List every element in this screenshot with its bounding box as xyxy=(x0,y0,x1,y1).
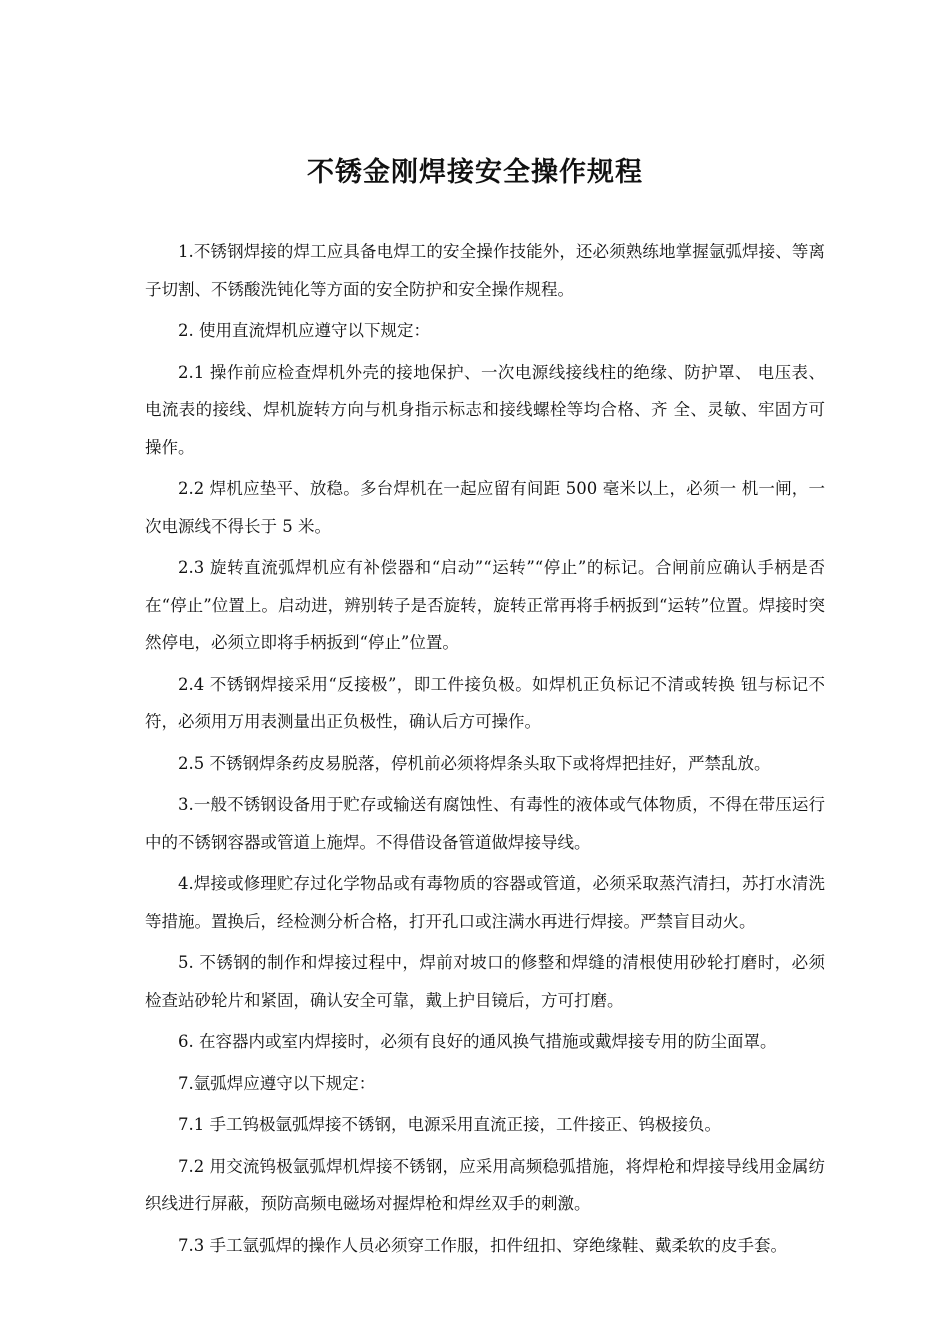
paragraph-2-4: 2.4 不锈钢焊接采用“反接极”，即工件接负极。如焊机正负标记不清或转换 钮与标记不符，必须用万用表测量出正负极性，确认后方可操作。 xyxy=(145,674,825,731)
document-body xyxy=(145,233,825,1268)
paragraph-7-2: 7.2 用交流钨极氩弧焊机焊接不锈钢，应采用高频稳弧措施，将焊枪和焊接导线用金属纺织线进行屏蔽，预防高频电磁场对握焊枪和焊丝双手的刺激。 xyxy=(145,1156,825,1213)
paragraph-2-3: 2.3 旋转直流弧焊机应有补偿器和“启动”“运转”“停止”的标记。合闸前应确认手柄是否在“停止”位置上。启动进，辨别转子是否旋转，旋转正常再将手柄扳到“运转”位置。焊接时突然停电，必须立即将手柄扳到“停止”位置。 xyxy=(145,558,825,652)
paragraph-3: 3.一般不锈钢设备用于贮存或输送有腐蚀性、有毒性的液体或气体物质，不得在带压运行中的不锈钢容器或管道上施焊。不得借设备管道做焊接导线。 xyxy=(145,795,825,852)
paragraph-2-1: 2.1 操作前应检查焊机外壳的接地保护、一次电源线接线柱的绝缘、防护罩、 电压表、电流表的接线、焊机旋转方向与机身指示标志和接线螺栓等均合格、齐 全、灵敏、牢固方可操作。 xyxy=(145,362,825,457)
paragraph-7-1: 7.1 手工钨极氩弧焊接不锈钢，电源采用直流正接，工件接正、钨极接负。 xyxy=(178,1115,721,1134)
paragraph-4: 4.焊接或修理贮存过化学物品或有毒物质的容器或管道，必须采取蒸汽清扫，苏打水清洗等措施。置换后，经检测分析合格，打开孔口或注满水再进行焊接。严禁盲目动火。 xyxy=(145,874,825,931)
paragraph-7: 7.氩弧焊应遵守以下规定： xyxy=(178,1073,376,1093)
paragraph-2-5: 2.5 不锈钢焊条药皮易脱落，停机前必须将焊条头取下或将焊把挂好，严禁乱放。 xyxy=(178,753,771,773)
paragraph-6: 6. 在容器内或室内焊接时，必须有良好的通风换气措施或戴焊接专用的防尘面罩。 xyxy=(178,1032,777,1051)
paragraph-2-2: 2.2 焊机应垫平、放稳。多台焊机在一起应留有间距 500 毫米以上，必须一 机一闸，一次电源线不得长于 5 米。 xyxy=(145,479,825,536)
paragraph-2: 2. 使用直流焊机应遵守以下规定： xyxy=(178,321,430,340)
paragraph-7-3: 7.3 手工氩弧焊的操作人员必须穿工作服，扣件纽扣、穿绝缘鞋、戴柔软的皮手套。 xyxy=(178,1235,787,1255)
document-title: 不锈金刚焊接安全操作规程 xyxy=(307,157,643,188)
paragraph-5: 5. 不锈钢的制作和焊接过程中，焊前对坡口的修整和焊缝的清根使用砂轮打磨时，必须检查站砂轮片和紧固，确认安全可靠，戴上护目镜后，方可打磨。 xyxy=(145,953,825,1010)
paragraph-1: 1.不锈钢焊接的焊工应具备电焊工的安全操作技能外，还必须熟练地掌握氩弧焊接、等离子切割、不锈酸洗钝化等方面的安全防护和安全操作规程。 xyxy=(145,242,825,299)
